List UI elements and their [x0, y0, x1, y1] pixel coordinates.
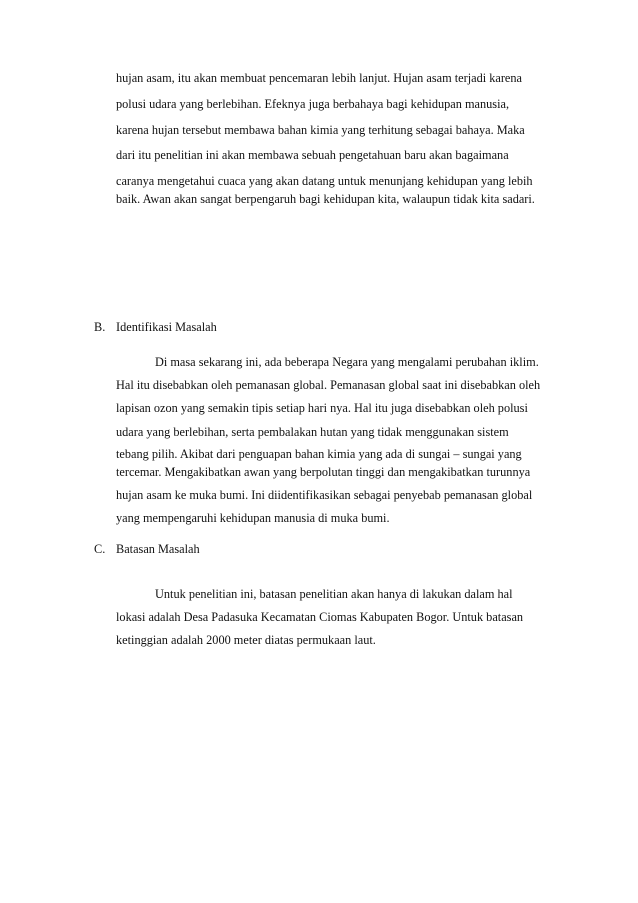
section-b-letter: B. — [94, 320, 106, 334]
section-b-heading — [94, 319, 217, 335]
intro-line: baik. Awan akan sangat berpengaruh bagi kehidupan kita, walaupun tidak kita sadari. — [116, 192, 535, 206]
section-c-title: Batasan Masalah — [116, 542, 200, 556]
section-b-line: Hal itu disebabkan oleh pemanasan global. Pemanasan global saat ini disebabkan oleh — [116, 378, 541, 392]
section-c-line: ketinggian adalah 2000 meter diatas permukaan laut. — [116, 633, 376, 647]
section-b-line: udara yang berlebihan, serta pembalakan hutan yang tidak menggunakan sistem — [116, 425, 509, 439]
section-b-line: lapisan ozon yang semakin tipis setiap hari nya. Hal itu juga disebabkan oleh polusi — [116, 401, 528, 415]
section-c-line: Untuk penelitian ini, batasan penelitian akan hanya di lakukan dalam hal — [155, 587, 513, 601]
section-b-line: Di masa sekarang ini, ada beberapa Negara yang mengalami perubahan iklim. — [155, 355, 539, 369]
section-b-title: Identifikasi Masalah — [116, 320, 217, 334]
section-b-line: hujan asam ke muka bumi. Ini diidentifikasikan sebagai penyebab pemanasan global — [116, 488, 533, 502]
section-c-line: lokasi adalah Desa Padasuka Kecamatan Ciomas Kabupaten Bogor. Untuk batasan — [116, 610, 524, 624]
section-c-letter: C. — [94, 542, 106, 556]
section-b-line: tercemar. Mengakibatkan awan yang berpolutan tinggi dan mengakibatkan turunnya — [116, 465, 531, 479]
intro-line: karena hujan tersebut membawa bahan kimia yang terhitung sebagai bahaya. Maka — [116, 123, 525, 137]
intro-line: hujan asam, itu akan membuat pencemaran lebih lanjut. Hujan asam terjadi karena — [116, 71, 522, 85]
section-c-heading — [94, 541, 200, 557]
intro-line: polusi udara yang berlebihan. Efeknya juga berbahaya bagi kehidupan manusia, — [116, 97, 510, 111]
intro-line: caranya mengetahui cuaca yang akan datang untuk menunjang kehidupan yang lebih — [116, 174, 533, 188]
section-b-line: yang mempengaruhi kehidupan manusia di muka bumi. — [116, 511, 390, 525]
intro-line: dari itu penelitian ini akan membawa sebuah pengetahuan baru akan bagaimana — [116, 148, 509, 162]
section-b-line: tebang pilih. Akibat dari penguapan bahan kimia yang ada di sungai – sungai yang — [116, 447, 522, 461]
